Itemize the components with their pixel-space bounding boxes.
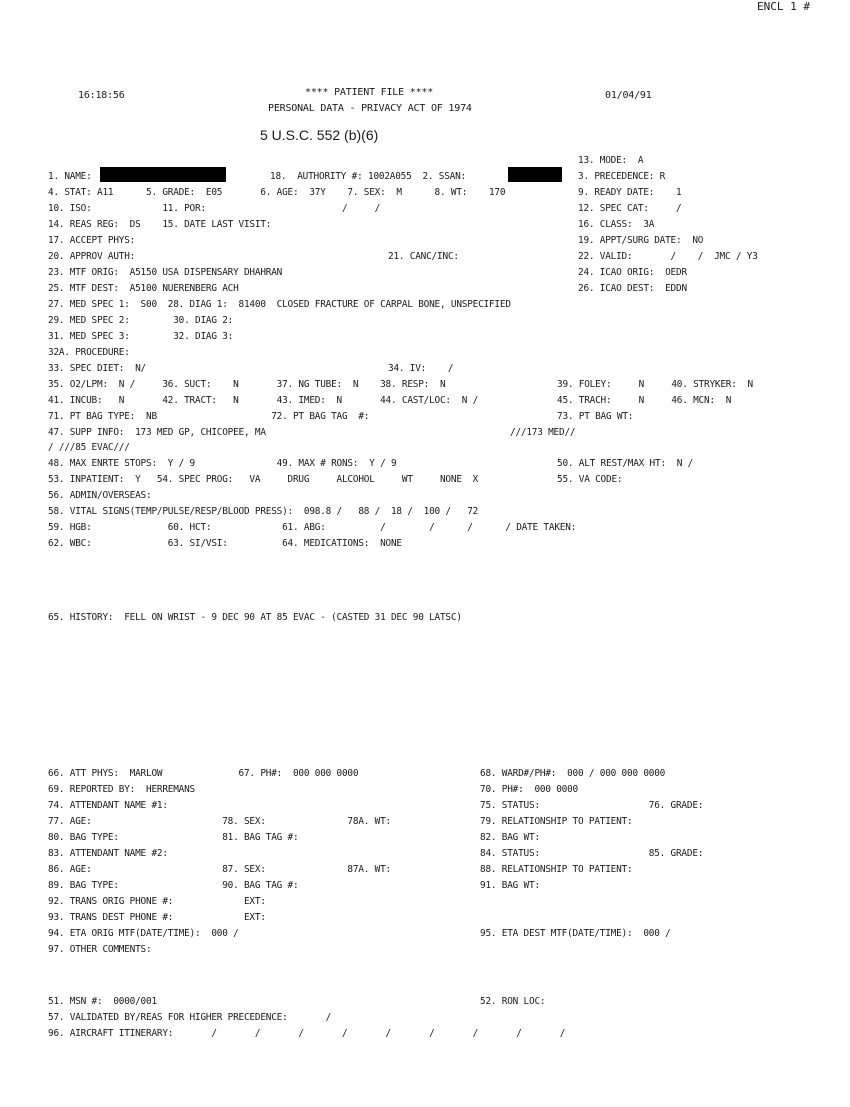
field-ready-date: 9. READY DATE: 1 [578,187,682,198]
field-attendant-2-status: 84. STATUS: 85. GRADE: [480,848,704,859]
field-eta-dest: 95. ETA DEST MTF(DATE/TIME): 000 / [480,928,671,939]
field-max-stops-rons: 48. MAX ENRTE STOPS: Y / 9 49. MAX # RONS: Y / 9 [48,458,397,469]
field-inpatient-spec-prog: 53. INPATIENT: Y 54. SPEC PROG: VA DRUG ALCOHOL WT NONE X [48,474,479,485]
field-vital-signs: 58. VITAL SIGNS(TEMP/PULSE/RESP/BLOOD PRESS): 098.8 / 88 / 18 / 100 / 72 [48,506,479,517]
field-spec-cat: 12. SPEC CAT: / [578,203,682,214]
ssan-redaction [508,167,562,182]
field-med-spec-2: 29. MED SPEC 2: 30. DIAG 2: [48,315,234,326]
field-mtf-dest: 25. MTF DEST: A5100 NUERENBERG ACH [48,283,239,294]
field-attendant-2-bag: 89. BAG TYPE: 90. BAG TAG #: [48,880,299,891]
print-date: 01/04/91 [605,90,652,101]
field-spec-diet: 33. SPEC DIET: N/ [48,363,146,374]
field-validated-by: 57. VALIDATED BY/REAS FOR HIGHER PRECEDENCE: / [48,1012,332,1023]
field-procedure: 32A. PROCEDURE: [48,347,130,358]
field-foley-stryker: 39. FOLEY: N 40. STRYKER: N [557,379,753,390]
field-wbc-medications: 62. WBC: 63. SI/VSI: 64. MEDICATIONS: NONE [48,538,402,549]
document-subtitle: PERSONAL DATA - PRIVACY ACT OF 1974 [268,103,472,114]
field-reported-by: 69. REPORTED BY: HERREMANS [48,784,195,795]
field-attendant-2-relationship: 88. RELATIONSHIP TO PATIENT: [480,864,633,875]
field-med-spec-3: 31. MED SPEC 3: 32. DIAG 3: [48,331,234,342]
field-iv: 34. IV: / [388,363,454,374]
field-med-spec-1: 27. MED SPEC 1: S00 28. DIAG 1: 81400 CLOSED FRACTURE OF CARPAL BONE, UNSPECIFIED [48,299,511,310]
field-appt-date: 19. APPT/SURG DATE: NO [578,235,704,246]
field-accept-phys: 17. ACCEPT PHYS: [48,235,136,246]
field-attendant-1-status: 75. STATUS: 76. GRADE: [480,800,704,811]
field-attendant-2-age-sex-wt: 86. AGE: 87. SEX: 87A. WT: [48,864,391,875]
field-att-phys: 66. ATT PHYS: MARLOW 67. PH#: 000 000 0000 [48,768,359,779]
field-attendant-2: 83. ATTENDANT NAME #2: [48,848,168,859]
field-hgb-hct-abg: 59. HGB: 60. HCT: 61. ABG: / / / / DATE TAKEN: [48,522,577,533]
field-stat-grade-age-sex-wt: 4. STAT: A11 5. GRADE: E05 6. AGE: 37Y 7. SEX: M 8. WT: 170 [48,187,506,198]
field-reas-reg: 14. REAS REG: DS 15. DATE LAST VISIT: [48,219,272,230]
field-supp-info-unit: ///173 MED// [510,427,576,438]
field-supp-info: 47. SUPP INFO: 173 MED GP, CHICOPEE, MA [48,427,266,438]
field-attendant-2-bag-wt: 91. BAG WT: [480,880,540,891]
field-name: 1. NAME: [48,171,92,182]
field-approv-auth: 20. APPROV AUTH: [48,251,136,262]
field-iso-por: 10. ISO: 11. POR: / / [48,203,381,214]
print-time: 16:18:56 [78,90,125,101]
field-canc-inc: 21. CANC/INC: [388,251,459,262]
document-title: **** PATIENT FILE **** [305,87,434,98]
field-admin-overseas: 56. ADMIN/OVERSEAS: [48,490,152,501]
field-valid: 22. VALID: / / JMC / Y3 [578,251,758,262]
field-incub-tract-imed-cast: 41. INCUB: N 42. TRACT: N 43. IMED: N 44. CAST/LOC: N / [48,395,479,406]
field-other-comments: 97. OTHER COMMENTS: [48,944,152,955]
field-ward-phone: 68. WARD#/PH#: 000 / 000 000 0000 [480,768,666,779]
field-attendant-1-relationship: 79. RELATIONSHIP TO PATIENT: [480,816,633,827]
field-authority-ssan: 18. AUTHORITY #: 1002A055 2. SSAN: [270,171,466,182]
field-eta-orig: 94. ETA ORIG MTF(DATE/TIME): 000 / [48,928,239,939]
field-aircraft-itinerary: 96. AIRCRAFT ITINERARY: / / / / / / / / / [48,1028,566,1039]
field-mode: 13. MODE: A [578,155,644,166]
field-attendant-1: 74. ATTENDANT NAME #1: [48,800,168,811]
field-ron-loc: 52. RON LOC: [480,996,546,1007]
field-trans-orig-phone: 92. TRANS ORIG PHONE #: EXT: [48,896,266,907]
field-pt-bag-wt: 73. PT BAG WT: [557,411,634,422]
field-msn: 51. MSN #: 0000/001 [48,996,157,1007]
field-precedence: 3. PRECEDENCE: R [578,171,666,182]
field-attendant-1-bag: 80. BAG TYPE: 81. BAG TAG #: [48,832,299,843]
field-o2-suct-ng-resp: 35. O2/LPM: N / 36. SUCT: N 37. NG TUBE: N 38. RESP: N [48,379,446,390]
field-pt-bag: 71. PT BAG TYPE: NB 72. PT BAG TAG #: [48,411,370,422]
field-attendant-1-age-sex-wt: 77. AGE: 78. SEX: 78A. WT: [48,816,391,827]
name-redaction [100,167,226,182]
field-attendant-1-bag-wt: 82. BAG WT: [480,832,540,843]
field-phone: 70. PH#: 000 0000 [480,784,578,795]
field-icao-orig: 24. ICAO ORIG: OEDR [578,267,687,278]
field-class: 16. CLASS: 3A [578,219,655,230]
field-trach-mcn: 45. TRACH: N 46. MCN: N [557,395,732,406]
field-alt-rest: 50. ALT REST/MAX HT: N / [557,458,694,469]
field-mtf-orig: 23. MTF ORIG: A5150 USA DISPENSARY DHAHRAN [48,267,283,278]
field-va-code: 55. VA CODE: [557,474,623,485]
field-history: 65. HISTORY: FELL ON WRIST - 9 DEC 90 AT 85 EVAC - (CASTED 31 DEC 90 LATSC) [48,612,462,623]
field-trans-dest-phone: 93. TRANS DEST PHONE #: EXT: [48,912,266,923]
corner-mark: ENCL 1 # [757,0,810,13]
privacy-exemption: 5 U.S.C. 552 (b)(6) [260,127,379,143]
field-supp-info-evac: / ///85 EVAC/// [48,442,130,453]
field-icao-dest: 26. ICAO DEST: EDDN [578,283,687,294]
